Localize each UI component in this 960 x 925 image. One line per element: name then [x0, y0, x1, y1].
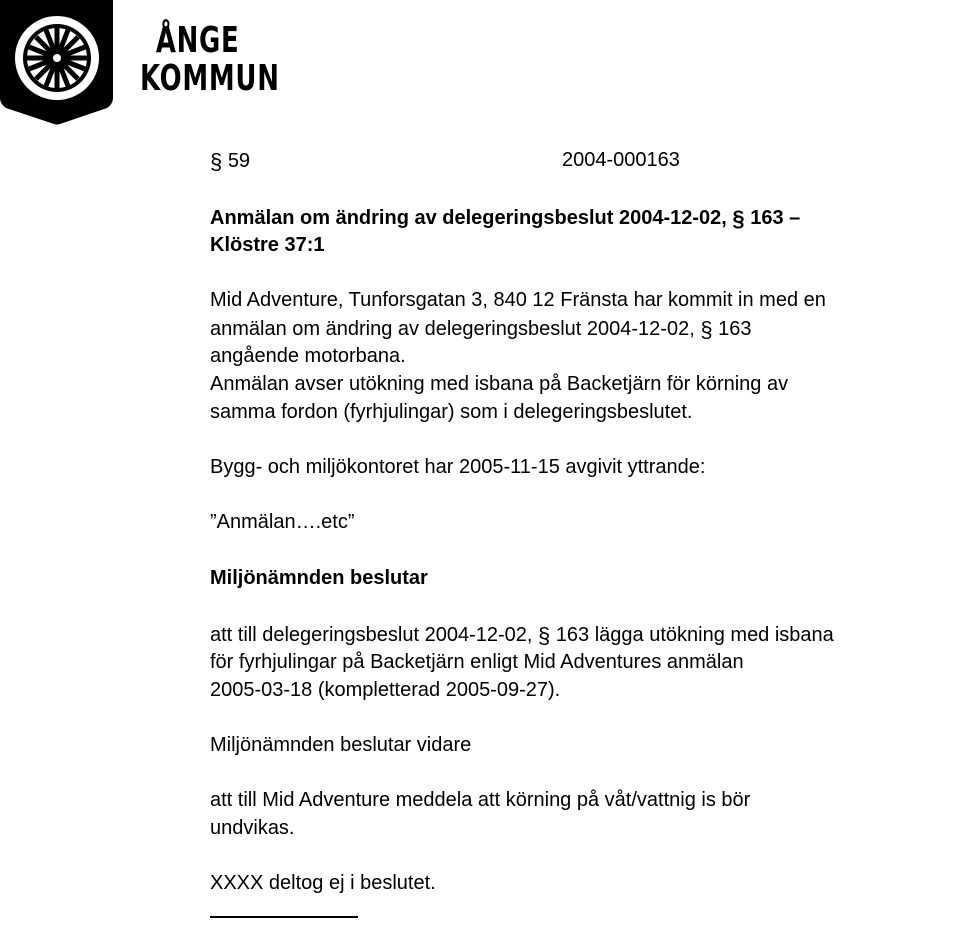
- heading-text: Anmälan om ändring av delegeringsbeslut 2004-12-02,: [210, 207, 727, 229]
- ange-kommun-logo: [0, 0, 115, 125]
- wheel-emblem-icon: [0, 0, 115, 125]
- body-line: samma fordon (fyrhjulingar) som i delegeringsbeslutet.: [210, 401, 693, 423]
- brand-line-1: ÅNGE: [155, 20, 240, 61]
- section-symbol: §: [700, 317, 713, 342]
- section-symbol: §: [732, 206, 745, 231]
- body-text: 163: [718, 318, 752, 340]
- decision-line: 2005-03-18 (kompletterad 2005-09-27).: [210, 679, 561, 701]
- decision-2-line: undvikas.: [210, 817, 295, 839]
- case-number: 2004-000163: [562, 149, 680, 171]
- body-line: Mid Adventure, Tunforsgatan 3, 840 12 Fränsta har kommit in med en: [210, 289, 826, 311]
- heading-text: 163 –: [750, 207, 801, 229]
- body-line: Bygg- och miljökontoret har 2005-11-15 avgivit yttrande:: [210, 456, 706, 478]
- decision-2-line: att till Mid Adventure meddela att körning på våt/vattnig is bör: [210, 789, 751, 811]
- quote-text: ”Anmälan….etc”: [210, 511, 355, 533]
- item-heading-line-2: Klöstre 37:1: [210, 234, 325, 256]
- decision-heading: Miljönämnden beslutar: [210, 567, 428, 589]
- section-number: 59: [227, 150, 251, 172]
- decision-2-heading: Miljönämnden beslutar vidare: [210, 734, 472, 756]
- signature-rule: [210, 916, 358, 918]
- decision-text: att till delegeringsbeslut 2004-12-02,: [210, 624, 533, 646]
- decision-line: [210, 620, 834, 649]
- brand-line-2: KOMMUN: [140, 58, 280, 99]
- section-header: [210, 146, 680, 175]
- section-symbol: §: [538, 623, 551, 648]
- municipality-name: [140, 22, 280, 98]
- section-symbol: §: [210, 149, 223, 174]
- body-text: anmälan om ändring av delegeringsbeslut 2004-12-02,: [210, 318, 695, 340]
- body-line: angående motorbana.: [210, 345, 406, 367]
- body-line: [210, 314, 752, 343]
- abstention-note: XXXX deltog ej i beslutet.: [210, 872, 436, 894]
- decision-text: 163 lägga utökning med isbana: [555, 624, 834, 646]
- decision-line: för fyrhjulingar på Backetjärn enligt Mid Adventures anmälan: [210, 651, 744, 673]
- body-line: Anmälan avser utökning med isbana på Backetjärn för körning av: [210, 373, 789, 395]
- item-heading-line-1: [210, 203, 800, 232]
